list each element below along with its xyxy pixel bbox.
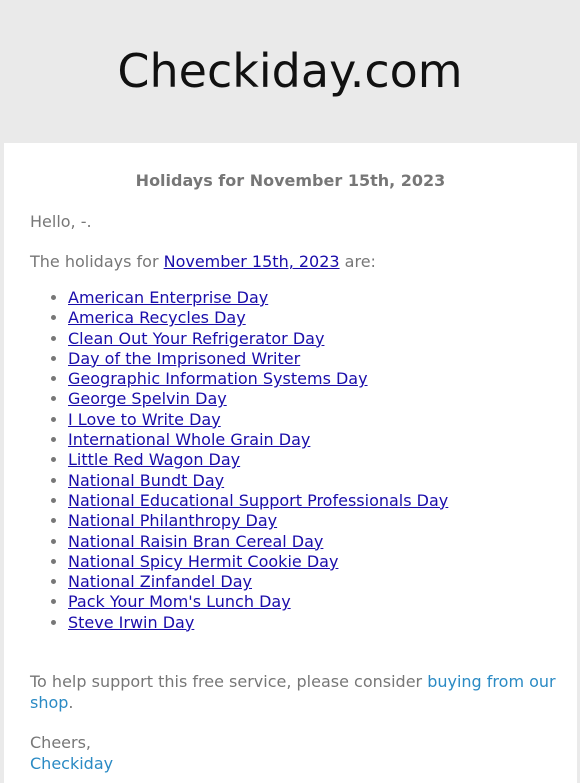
- holiday-link[interactable]: Clean Out Your Refrigerator Day: [68, 328, 325, 348]
- holiday-list-item: [68, 389, 448, 409]
- holiday-list-item: [68, 450, 448, 470]
- signoff-block: [30, 733, 113, 774]
- holiday-link[interactable]: George Spelvin Day: [68, 389, 227, 409]
- holiday-link[interactable]: National Philanthropy Day: [68, 511, 278, 531]
- support-suffix: .: [68, 692, 74, 712]
- holiday-list-item: [68, 308, 448, 328]
- checkiday-signature-link[interactable]: Checkiday: [30, 753, 114, 773]
- holiday-link[interactable]: National Educational Support Professionals Day: [68, 490, 449, 510]
- holiday-link[interactable]: International Whole Grain Day: [68, 430, 311, 450]
- holiday-link[interactable]: I Love to Write Day: [68, 409, 221, 429]
- support-text: [30, 672, 560, 713]
- shop-link[interactable]: buying from our shop: [30, 672, 556, 712]
- holiday-link[interactable]: Day of the Imprisoned Writer: [68, 348, 301, 368]
- holiday-list-item: [68, 511, 448, 531]
- email-title: Holidays for November 15th, 2023: [135, 171, 446, 190]
- holiday-link[interactable]: National Zinfandel Day: [68, 572, 253, 592]
- intro-prefix: The holidays for: [30, 252, 164, 271]
- support-prefix: To help support this free service, please consider: [30, 672, 428, 691]
- holiday-link[interactable]: Geographic Information Systems Day: [68, 369, 368, 389]
- holiday-list-item: [68, 613, 448, 633]
- holiday-list-item: [68, 369, 448, 389]
- holiday-link[interactable]: Steve Irwin Day: [68, 612, 195, 632]
- date-link[interactable]: November 15th, 2023: [163, 252, 340, 271]
- intro-suffix: are:: [339, 252, 376, 271]
- holiday-list-item: [68, 532, 448, 552]
- holiday-link[interactable]: American Enterprise Day: [68, 288, 269, 307]
- holiday-list-item: [68, 410, 448, 430]
- holiday-link[interactable]: National Raisin Bran Cereal Day: [68, 531, 324, 551]
- holiday-list-item: [68, 491, 448, 511]
- email-header: [0, 0, 580, 143]
- holiday-link[interactable]: Pack Your Mom's Lunch Day: [68, 592, 291, 612]
- signoff-text: Cheers,: [30, 733, 91, 752]
- holiday-link[interactable]: National Bundt Day: [68, 470, 225, 490]
- holiday-list-item: [68, 349, 448, 369]
- holiday-list-item: [68, 288, 448, 308]
- checkiday-logo: Checkiday.com: [117, 43, 463, 98]
- intro-text: [30, 252, 376, 271]
- holiday-link[interactable]: National Spicy Hermit Cookie Day: [68, 551, 339, 571]
- holiday-list-item: [68, 471, 448, 491]
- holiday-list-item: [68, 430, 448, 450]
- email-body-card: [4, 143, 577, 783]
- holiday-list-item: [68, 552, 448, 572]
- holiday-link[interactable]: America Recycles Day: [68, 308, 246, 328]
- greeting-text: Hello, -.: [30, 212, 92, 231]
- holiday-list-item: [68, 329, 448, 349]
- holiday-list-item: [68, 572, 448, 592]
- holiday-list-item: [68, 592, 448, 612]
- holiday-list: [30, 288, 448, 633]
- holiday-link[interactable]: Little Red Wagon Day: [68, 450, 241, 470]
